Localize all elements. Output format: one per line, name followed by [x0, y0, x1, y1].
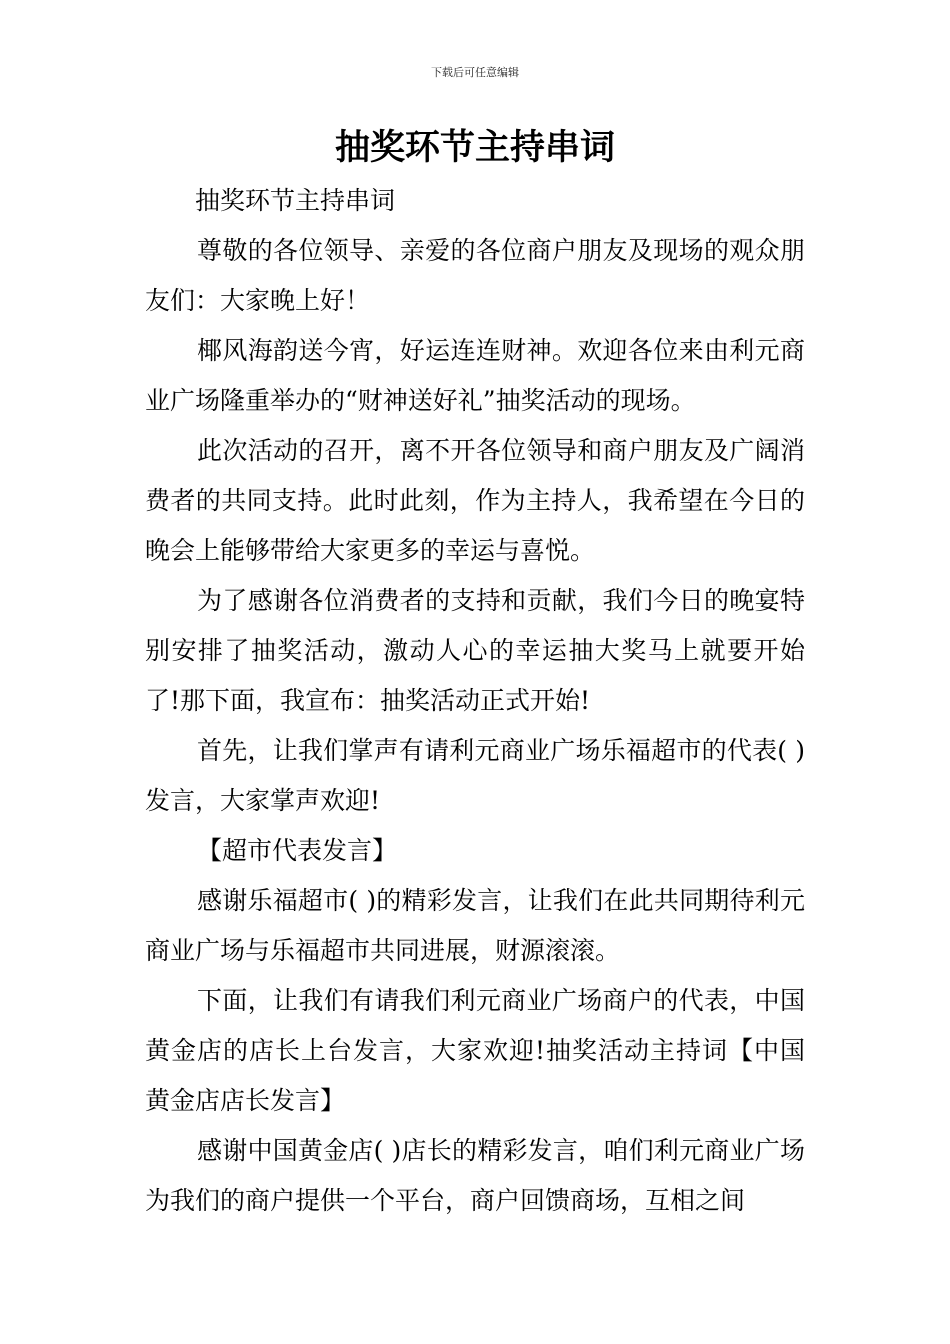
- paragraph-subtitle: 抽奖环节主持串词: [195, 186, 396, 215]
- document-body: [145, 176, 805, 1226]
- paragraph-supermarket-thanks: 感谢乐福超市( )的精彩发言，让我们在此共同期待利元商业广场与乐福超市共同进展，财源滚滚。: [145, 886, 805, 965]
- paragraph-thanks-support: 此次活动的召开，离不开各位领导和商户朋友及广阔消费者的共同支持。此时此刻，作为主持人，我希望在今日的晚会上能够带给大家更多的幸运与喜悦。: [145, 436, 805, 565]
- paragraph-lottery-start: 为了感谢各位消费者的支持和贡献，我们今日的晚宴特别安排了抽奖活动，激动人心的幸运抽大奖马上就要开始了!那下面，我宣布：抽奖活动正式开始!: [145, 586, 805, 715]
- paragraph-greeting: 尊敬的各位领导、亲爱的各位商户朋友及现场的观众朋友们：大家晚上好！: [145, 236, 805, 315]
- paragraph-gold-store-invite: 下面，让我们有请我们利元商业广场商户的代表，中国黄金店的店长上台发言，大家欢迎!抽奖活动主持词【中国黄金店店长发言】: [145, 986, 805, 1115]
- paragraph-gold-store-thanks: 感谢中国黄金店( )店长的精彩发言，咱们利元商业广场为我们的商户提供一个平台，商户回馈商场，互相之间: [145, 1136, 805, 1215]
- paragraph-supermarket-invite: 首先，让我们掌声有请利元商业广场乐福超市的代表( )发言，大家掌声欢迎!: [145, 736, 805, 815]
- document-title: 抽奖环节主持串词: [334, 127, 615, 168]
- paragraph-welcome: 椰风海韵送今宵，好运连连财神。欢迎各位来由利元商业广场隆重举办的“财神送好礼”抽奖活动的现场。: [145, 336, 805, 415]
- paragraph-supermarket-speech: 【超市代表发言】: [197, 836, 398, 865]
- header-note: 下载后可任意编辑: [431, 66, 519, 79]
